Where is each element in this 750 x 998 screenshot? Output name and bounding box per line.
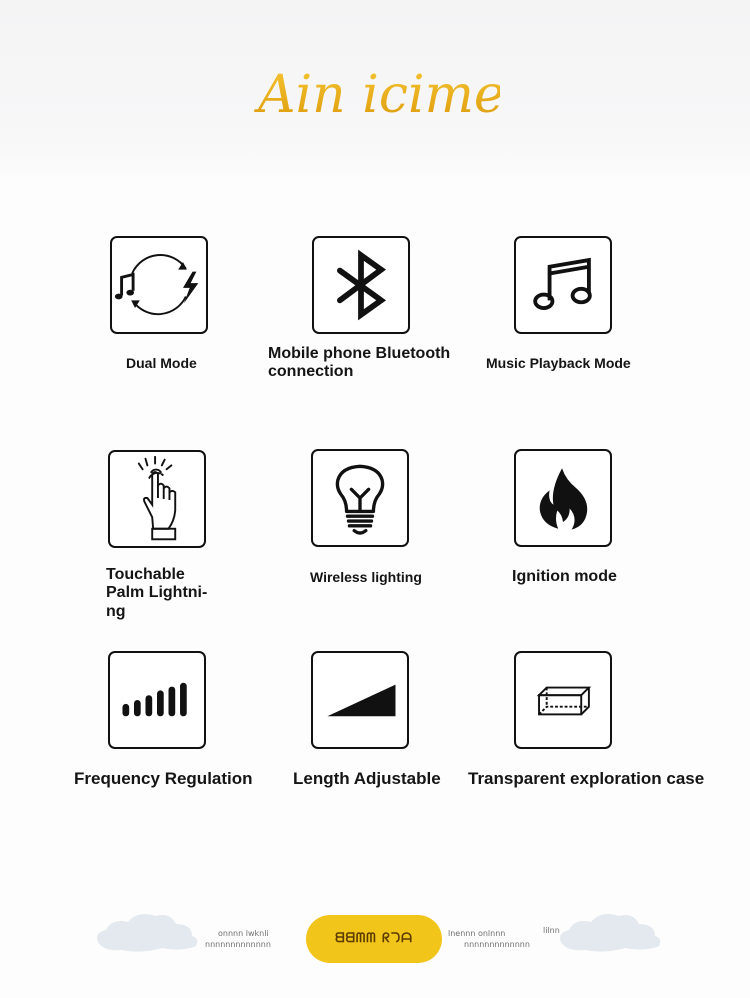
brand-logo [250,52,500,132]
flame-icon [516,451,610,545]
feature-label: Dual Mode [126,355,197,371]
ramp-icon [313,653,407,747]
light-bulb-icon [313,451,407,545]
feature-tile-ignition [514,449,612,547]
feature-label: Ignition mode [512,568,617,585]
feature-tile-dual-mode [110,236,208,334]
feature-tile-lighting [311,449,409,547]
brand-logo-wordmark [250,52,500,132]
footer-text: lnennn onlnnn [448,929,506,938]
touch-hand-icon [110,452,204,546]
feature-tile-touch [108,450,206,548]
feature-label: Touchable Palm Lightni-ng [106,566,208,620]
footer-text: onnnn lwknli [218,929,269,938]
music-lightning-cycle-icon [112,238,206,332]
feature-tile-length [311,651,409,749]
feature-tile-case [514,651,612,749]
feature-tile-bluetooth [312,236,410,334]
cloud-right-icon [555,908,665,956]
footer-text: lilnn [543,926,560,935]
footer-badge: ᗺᗺᗰᗰ ᖇᘄᗩ [306,915,442,963]
music-note-icon [516,238,610,332]
cloud-left-icon [92,908,202,956]
feature-label: Music Playback Mode [486,355,631,371]
feature-label: Transparent exploration case [468,769,705,788]
feature-label: Mobile phone Bluetooth connection [268,345,451,381]
feature-label: Length Adjustable [293,769,441,788]
transparent-box-icon [516,653,610,747]
footer-text: nnnnnnnnnnnnn [205,940,271,949]
brand-name: Ain icime [258,65,500,125]
feature-tile-music [514,236,612,334]
signal-bars-icon [110,653,204,747]
feature-label: Frequency Regulation [74,769,253,788]
footer-text: nnnnnnnnnnnnn [464,940,530,949]
feature-tile-frequency [108,651,206,749]
feature-label: Wireless lighting [310,569,422,585]
bluetooth-icon [314,238,408,332]
